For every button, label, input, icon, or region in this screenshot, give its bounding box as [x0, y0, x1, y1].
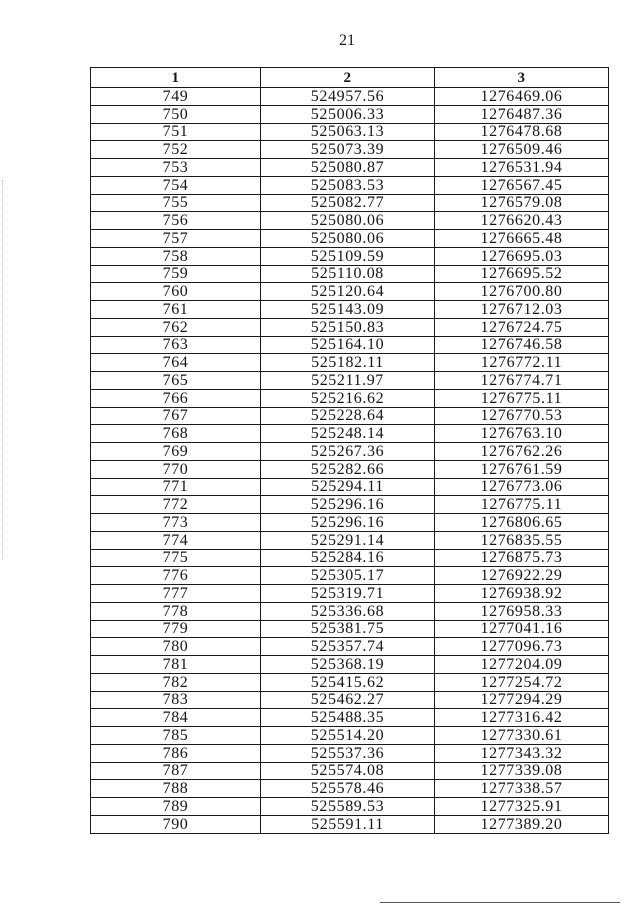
table-cell-col-2: 525248.14 [261, 425, 435, 443]
table-cell-col-1: 767 [91, 408, 261, 426]
table-row [91, 159, 609, 177]
table-cell-col-1: 753 [91, 159, 261, 177]
table-cell-col-3: 1277096.73 [435, 638, 609, 656]
table-row [91, 479, 609, 497]
table-cell-col-3: 1276835.55 [435, 532, 609, 550]
table-row [91, 585, 609, 603]
table-cell-col-1: 756 [91, 212, 261, 230]
table-cell-col-2: 525462.27 [261, 692, 435, 710]
table-row [91, 212, 609, 230]
table-cell-col-2: 525381.75 [261, 621, 435, 639]
table-header-col-2: 2 [261, 68, 435, 88]
table-cell-col-2: 525282.66 [261, 461, 435, 479]
table-cell-col-3: 1276775.11 [435, 390, 609, 408]
table-cell-col-1: 780 [91, 638, 261, 656]
table-cell-col-2: 525182.11 [261, 354, 435, 372]
table-cell-col-1: 775 [91, 550, 261, 568]
table-cell-col-3: 1276762.26 [435, 443, 609, 461]
table-cell-col-3: 1277041.16 [435, 621, 609, 639]
table-cell-col-1: 789 [91, 798, 261, 816]
table-cell-col-2: 525574.08 [261, 763, 435, 781]
table-row [91, 390, 609, 408]
table-header-col-3: 3 [435, 68, 609, 88]
table-cell-col-3: 1276531.94 [435, 159, 609, 177]
scan-edge-mark [2, 180, 3, 560]
table-cell-col-2: 525336.68 [261, 603, 435, 621]
table-cell-col-3: 1277254.72 [435, 674, 609, 692]
table-row [91, 425, 609, 443]
table-cell-col-2: 525080.87 [261, 159, 435, 177]
table-cell-col-3: 1276958.33 [435, 603, 609, 621]
table-cell-col-2: 525110.08 [261, 266, 435, 284]
table-cell-col-1: 787 [91, 763, 261, 781]
table-cell-col-1: 782 [91, 674, 261, 692]
table-row [91, 319, 609, 337]
table-cell-col-2: 525164.10 [261, 337, 435, 355]
table-cell-col-3: 1276774.71 [435, 372, 609, 390]
table-cell-col-1: 761 [91, 301, 261, 319]
table-row [91, 88, 609, 106]
table-cell-col-2: 525120.64 [261, 283, 435, 301]
table-cell-col-1: 754 [91, 177, 261, 195]
table-cell-col-3: 1276773.06 [435, 479, 609, 497]
table-cell-col-1: 786 [91, 745, 261, 763]
table-body [91, 88, 609, 834]
table-row [91, 496, 609, 514]
table-cell-col-3: 1276579.08 [435, 195, 609, 213]
table-cell-col-1: 771 [91, 479, 261, 497]
table-cell-col-3: 1276509.46 [435, 141, 609, 159]
table-cell-col-1: 749 [91, 88, 261, 106]
table-cell-col-1: 757 [91, 230, 261, 248]
table-cell-col-1: 790 [91, 816, 261, 834]
table-cell-col-2: 525228.64 [261, 408, 435, 426]
table-row [91, 337, 609, 355]
table-cell-col-1: 750 [91, 106, 261, 124]
table-cell-col-3: 1277316.42 [435, 709, 609, 727]
table-cell-col-1: 774 [91, 532, 261, 550]
table-cell-col-1: 783 [91, 692, 261, 710]
table-row [91, 266, 609, 284]
table-row [91, 461, 609, 479]
table-cell-col-3: 1277330.61 [435, 727, 609, 745]
table-row [91, 638, 609, 656]
table-cell-col-1: 751 [91, 124, 261, 142]
table-cell-col-2: 525143.09 [261, 301, 435, 319]
table-cell-col-3: 1276712.03 [435, 301, 609, 319]
table-row [91, 692, 609, 710]
table-cell-col-2: 525305.17 [261, 567, 435, 585]
table-cell-col-3: 1276478.68 [435, 124, 609, 142]
table-cell-col-2: 525294.11 [261, 479, 435, 497]
table-cell-col-2: 525082.77 [261, 195, 435, 213]
table-cell-col-3: 1276487.36 [435, 106, 609, 124]
table-cell-col-3: 1276746.58 [435, 337, 609, 355]
table-cell-col-2: 525063.13 [261, 124, 435, 142]
table-cell-col-2: 525080.06 [261, 212, 435, 230]
table-cell-col-1: 773 [91, 514, 261, 532]
table-cell-col-1: 776 [91, 567, 261, 585]
table-cell-col-2: 525073.39 [261, 141, 435, 159]
table-row [91, 372, 609, 390]
table-cell-col-2: 525006.33 [261, 106, 435, 124]
table-cell-col-1: 785 [91, 727, 261, 745]
table-cell-col-2: 525211.97 [261, 372, 435, 390]
table-cell-col-2: 525357.74 [261, 638, 435, 656]
table-cell-col-2: 525319.71 [261, 585, 435, 603]
table-cell-col-1: 752 [91, 141, 261, 159]
table-row [91, 798, 609, 816]
table-cell-col-3: 1277389.20 [435, 816, 609, 834]
table-cell-col-2: 525216.62 [261, 390, 435, 408]
table-cell-col-3: 1277339.08 [435, 763, 609, 781]
table-cell-col-3: 1276763.10 [435, 425, 609, 443]
table-row [91, 656, 609, 674]
table-cell-col-1: 764 [91, 354, 261, 372]
table-cell-col-2: 525415.62 [261, 674, 435, 692]
table-row [91, 514, 609, 532]
table-cell-col-1: 759 [91, 266, 261, 284]
table-cell-col-2: 525514.20 [261, 727, 435, 745]
table-cell-col-2: 525578.46 [261, 780, 435, 798]
table-row [91, 124, 609, 142]
table-row [91, 301, 609, 319]
table-row [91, 230, 609, 248]
table-row [91, 177, 609, 195]
table-row [91, 408, 609, 426]
table-cell-col-3: 1276665.48 [435, 230, 609, 248]
table-cell-col-3: 1276695.52 [435, 266, 609, 284]
table-row [91, 443, 609, 461]
table-cell-col-3: 1276469.06 [435, 88, 609, 106]
table-cell-col-1: 763 [91, 337, 261, 355]
table-cell-col-1: 768 [91, 425, 261, 443]
table-cell-col-1: 758 [91, 248, 261, 266]
table-row [91, 106, 609, 124]
table-cell-col-2: 525080.06 [261, 230, 435, 248]
table-row [91, 603, 609, 621]
table-row [91, 727, 609, 745]
table-cell-col-1: 762 [91, 319, 261, 337]
table-cell-col-3: 1277294.29 [435, 692, 609, 710]
table-cell-col-3: 1276875.73 [435, 550, 609, 568]
table-cell-col-1: 765 [91, 372, 261, 390]
table-cell-col-3: 1276938.92 [435, 585, 609, 603]
table-cell-col-2: 525296.16 [261, 514, 435, 532]
footer-rule [380, 902, 620, 903]
coordinates-table [90, 67, 609, 834]
table-row [91, 780, 609, 798]
table-cell-col-3: 1276724.75 [435, 319, 609, 337]
table-cell-col-3: 1276922.29 [435, 567, 609, 585]
table-cell-col-3: 1277204.09 [435, 656, 609, 674]
table-cell-col-1: 760 [91, 283, 261, 301]
table-cell-col-1: 784 [91, 709, 261, 727]
table-cell-col-2: 525537.36 [261, 745, 435, 763]
table-cell-col-2: 525589.53 [261, 798, 435, 816]
table-cell-col-3: 1276770.53 [435, 408, 609, 426]
table-cell-col-3: 1276620.43 [435, 212, 609, 230]
page-number: 21 [339, 32, 355, 49]
table-cell-col-1: 766 [91, 390, 261, 408]
table-cell-col-3: 1276700.80 [435, 283, 609, 301]
table-cell-col-3: 1276567.45 [435, 177, 609, 195]
table-cell-col-3: 1276695.03 [435, 248, 609, 266]
table-header-row [91, 68, 609, 88]
table-cell-col-1: 788 [91, 780, 261, 798]
table-cell-col-2: 525267.36 [261, 443, 435, 461]
table-row [91, 141, 609, 159]
table-cell-col-3: 1276806.65 [435, 514, 609, 532]
table-row [91, 745, 609, 763]
table-cell-col-3: 1276772.11 [435, 354, 609, 372]
table-cell-col-1: 781 [91, 656, 261, 674]
table-cell-col-2: 525291.14 [261, 532, 435, 550]
table-cell-col-2: 525368.19 [261, 656, 435, 674]
table-cell-col-1: 770 [91, 461, 261, 479]
table-cell-col-1: 769 [91, 443, 261, 461]
table-row [91, 709, 609, 727]
table-row [91, 283, 609, 301]
table-cell-col-2: 525109.59 [261, 248, 435, 266]
table-cell-col-2: 525150.83 [261, 319, 435, 337]
table-cell-col-2: 525591.11 [261, 816, 435, 834]
table-cell-col-3: 1277343.32 [435, 745, 609, 763]
table-cell-col-2: 525083.53 [261, 177, 435, 195]
table-row [91, 195, 609, 213]
table-row [91, 621, 609, 639]
table-cell-col-2: 525296.16 [261, 496, 435, 514]
table-header-col-1: 1 [91, 68, 261, 88]
table-cell-col-2: 525284.16 [261, 550, 435, 568]
table-row [91, 674, 609, 692]
table-cell-col-1: 778 [91, 603, 261, 621]
table-row [91, 550, 609, 568]
table-cell-col-2: 524957.56 [261, 88, 435, 106]
table-row [91, 354, 609, 372]
table-row [91, 248, 609, 266]
table-row [91, 532, 609, 550]
table-cell-col-3: 1276761.59 [435, 461, 609, 479]
table-cell-col-3: 1277338.57 [435, 780, 609, 798]
table-cell-col-2: 525488.35 [261, 709, 435, 727]
table-cell-col-1: 777 [91, 585, 261, 603]
table-row [91, 567, 609, 585]
table-cell-col-3: 1277325.91 [435, 798, 609, 816]
table-cell-col-1: 755 [91, 195, 261, 213]
table-row [91, 763, 609, 781]
table-cell-col-1: 779 [91, 621, 261, 639]
table-row [91, 816, 609, 834]
table-cell-col-3: 1276775.11 [435, 496, 609, 514]
table-cell-col-1: 772 [91, 496, 261, 514]
